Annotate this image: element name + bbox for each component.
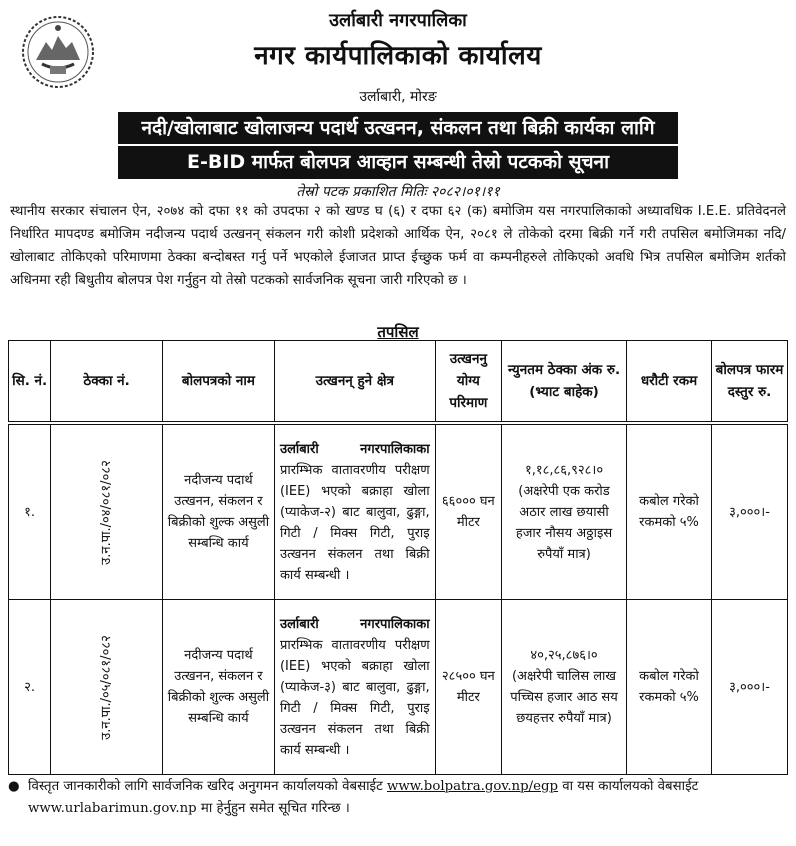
area-description: प्रारम्भिक वातावरणीय परीक्षण (IEE) भएको बक्राहा खोला (प्याकेज-२) बाट बालुवा, ढुङ्गा, गिटी / मिक्स गिटी, पुराइ उत्खनन संकलन तथा बिक्री कार्य सम्बन्धी । (279, 462, 430, 583)
office-location: उर्लाबारी, मोरङ (359, 89, 437, 105)
min-amount-figure: ४०,२५,८७६।० (530, 648, 598, 663)
footer-text-mid: वा यस कार्यालयको वेबसाईट (562, 779, 699, 794)
row-min-amount (502, 423, 627, 600)
table-row (9, 600, 788, 775)
row-min-amount (502, 600, 627, 775)
header-quantity: उत्खननु योग्य परिमाण (435, 341, 501, 424)
table-row (9, 423, 788, 600)
area-municipality: उर्लाबारी नगरपालिकाका (279, 616, 430, 632)
row-deposit: कबोल गरेको रकमको ५% (627, 600, 712, 775)
row-sn: १. (9, 423, 51, 600)
row-area (274, 600, 435, 775)
footer-text-end: मा हेर्नुहुन समेत सूचित गरिन्छ । (200, 801, 350, 816)
footer-text-start: विस्तृत जानकारीको लागि सार्वजनिक खरिद अनुगमन कार्यालयको वेबसाईट (28, 779, 383, 794)
header-form-fee: बोलपत्र फारम दस्तुर रु. (712, 341, 788, 424)
municipality-name: उर्लाबारी नगरपालिका (329, 10, 467, 31)
table-header-row (9, 341, 788, 424)
row-form-fee: ३,०००।- (712, 423, 788, 600)
row-sn: २. (9, 600, 51, 775)
min-amount-words: (अक्षरेपी एक करोड अठार लाख छयासी हजार नौसय अठ्ठाइस रुपैयाँ मात्र) (515, 483, 613, 562)
footer-note (8, 776, 778, 820)
header-deposit: धरौटी रकम (627, 341, 712, 424)
row-bid-name: नदीजन्य पदार्थ उत्खनन, संकलन र बिक्रीको शुल्क असुली सम्बन्धि कार्य (162, 423, 274, 600)
header-contract-no: ठेक्का नं. (51, 341, 163, 424)
published-date: तेस्रो पटक प्रकाशित मितिः २०८२।०१।११ (296, 184, 500, 200)
contract-no-text: उ.न.पा./०५/०८१/०८२ (99, 634, 115, 740)
row-quantity: ६६००० घन मीटर (435, 423, 501, 600)
row-form-fee: ३,०००।- (712, 600, 788, 775)
contract-no-text: उ.न.पा./०४/०८१/०८२ (99, 459, 115, 565)
table-title: तपसिल (377, 323, 419, 341)
area-description: प्रारम्भिक वातावरणीय परीक्षण (IEE) भएको बक्राहा खोला (प्याकेज-३) बाट बालुवा, ढुङ्गा, गिटी / मिक्स गिटी, पुराइ उत्खनन संकलन तथा बिक्री कार्य सम्बन्धी । (279, 637, 430, 758)
header-min-amount: न्युनतम ठेक्का अंक रु. (भ्याट बाहेक) (502, 341, 627, 424)
header-bid-name: बोलपत्रको नाम (162, 341, 274, 424)
office-name: नगर कार्यपालिकाको कार्यालय (254, 41, 542, 71)
bullet-icon: ● (8, 779, 20, 794)
intro-paragraph: स्थानीय सरकार संचालन ऐन, २०७४ को दफा ११ को उपदफा २ को खण्ड घ (६) र दफा ६२ (क) बमोजिम यस नगरपालिकाको अध्यावधिक I.E.E. प्रतिवेदनले निर्धारित मापदण्ड बमोजिम नदीजन्य पदार्थ उत्खनन् संकलन गरी कोशी प्रदेशको आर्थिक ऐन, २०८१ ले तोकेको दरमा बिक्री गर्ने गरी तपसिल बमोजिमका नदि/खोलाबाट तोकिएको परिमाणमा ठेक्का बन्दोबस्त गर्नु पर्ने भएकोले ईजाजत प्राप्त ईच्छुक फर्म वा कम्पनीहरुले तोकिएको अवधि भित्र तपसिल बमोजिम शर्तको अधिनमा रही बिधुतीय बोलपत्र पेश गर्नुहुन यो तेस्रो पटकको सार्वजनिक सूचना जारी गरिएको छ । (10, 204, 786, 288)
min-amount-words: (अक्षरेपी चालिस लाख पच्चिस हजार आठ सय छयहत्तर रुपैयाँ मात्र) (510, 669, 618, 726)
row-quantity: २८५०० घन मीटर (435, 600, 501, 775)
municipality-website: www.urlabarimun.gov.np (28, 801, 197, 816)
row-contract-no (51, 423, 163, 600)
row-deposit: कबोल गरेको रकमको ५% (627, 423, 712, 600)
row-bid-name: नदीजन्य पदार्थ उत्खनन, संकलन र बिक्रीको शुल्क असुली सम्बन्धि कार्य (162, 600, 274, 775)
row-area (274, 423, 435, 600)
bid-schedule-table (8, 340, 788, 775)
bolpatra-link[interactable]: www.bolpatra.gov.np/egp (387, 779, 558, 794)
area-municipality: उर्लाबारी नगरपालिकाका (279, 441, 430, 457)
min-amount-figure: १,१८,८६,९२८।० (524, 462, 604, 478)
notice-heading-line-2: E-BID मार्फत बोलपत्र आव्हान सम्बन्धी तेस्रो पटकको सूचना (118, 146, 678, 179)
header-sn: सि. नं. (9, 341, 51, 424)
row-contract-no (51, 600, 163, 775)
header-area: उत्खनन् हुने क्षेत्र (274, 341, 435, 424)
notice-heading-line-1: नदी/खोलाबाट खोलाजन्य पदार्थ उत्खनन, संकलन तथा बिक्री कार्यका लागि (118, 112, 678, 144)
